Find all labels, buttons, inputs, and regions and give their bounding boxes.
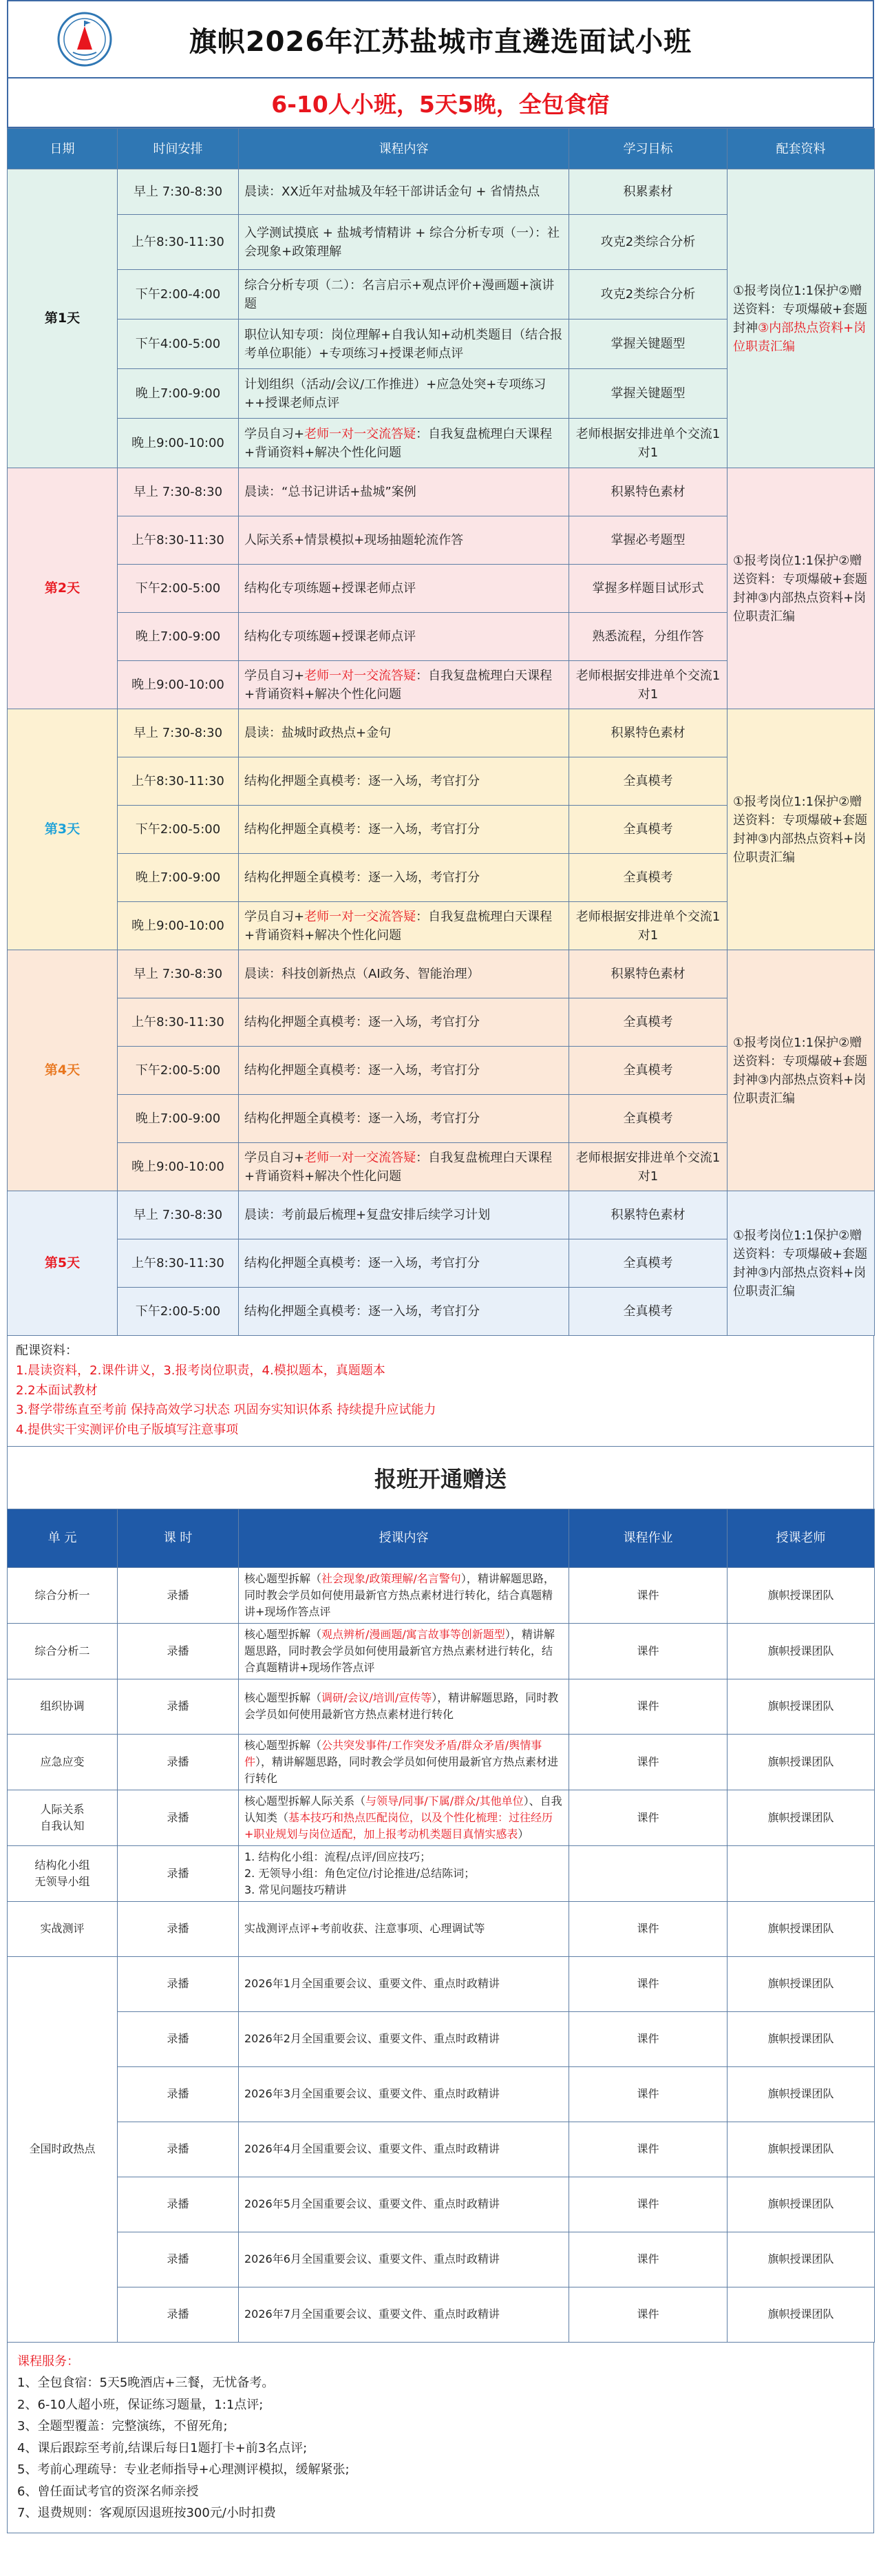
gift-row [8,1790,875,1845]
teacher-cell: 旗帜授课团队 [728,1623,875,1679]
highlight-text: 公共突发事件/工作突发矛盾/群众矛盾/舆情事件 [244,1738,542,1768]
gift-row [8,2011,875,2066]
homework-cell: 课件 [569,2066,728,2122]
highlight-text: 老师一对一交流答疑 [304,426,416,441]
gift-row [8,2177,875,2232]
schedule-row [8,169,875,215]
hours-cell: 录播 [118,1567,239,1623]
homework-cell: 课件 [569,2287,728,2342]
schedule-header-row [8,129,875,169]
gift-col-hours: 课 时 [118,1509,239,1567]
time-cell: 下午2:00-5:00 [118,1288,239,1336]
time-cell: 早上 7:30-8:30 [118,468,239,516]
time-cell: 早上 7:30-8:30 [118,709,239,757]
goal-cell: 全真模考 [569,1095,728,1143]
content-text: 学员自习+ [244,668,305,683]
highlight-text: 观点辨析/漫画题/寓言故事等创新题型 [321,1627,505,1641]
homework-cell: 课件 [569,1956,728,2011]
goal-cell: 积累特色素材 [569,709,728,757]
gift-body [8,1567,875,2342]
hours-cell: 录播 [118,1845,239,1901]
teacher-cell: 旗帜授课团队 [728,2287,875,2342]
content-cell [239,215,569,270]
content-text: 学员自习+ [244,426,305,441]
content-text: 核心题型拆解（ [244,1738,322,1752]
goal-cell: 全真模考 [569,757,728,806]
unit-cell: 组织协调 [8,1679,118,1734]
gift-content-cell [239,1901,569,1956]
schedule-row [8,709,875,757]
gift-content-cell [239,1845,569,1901]
service-line: 3、全题型覆盖：完整演练，不留死角; [17,2419,228,2434]
content-cell [239,613,569,661]
materials-text: ①报考岗位1:1保护②赠送资料：专项爆破+套题封神 [733,283,868,335]
schedule-body [8,169,875,1336]
hours-cell: 录播 [118,1956,239,2011]
notes-heading: 配课资料： [16,1343,78,1358]
schedule-table [7,128,875,1336]
homework-cell: 课件 [569,1734,728,1790]
goal-cell: 掌握关键题型 [569,369,728,419]
gift-row [8,2066,875,2122]
gift-content-cell [239,2287,569,2342]
homework-cell: 课件 [569,1567,728,1623]
gift-row [8,1679,875,1734]
gift-content-cell [239,1623,569,1679]
day-label: 第5天 [8,1191,118,1336]
goal-cell: 全真模考 [569,854,728,902]
content-text: ：自我复盘梳理白天课程+背诵资料+解决个性化问题 [244,1150,553,1184]
content-text: ：自我复盘梳理白天课程+背诵资料+解决个性化问题 [244,668,553,702]
col-header-content: 课程内容 [239,129,569,169]
highlight-text: 调研/会议/培训/宣传等 [321,1691,432,1705]
materials-cell [728,950,875,1191]
content-text: ：自我复盘梳理白天课程+背诵资料+解决个性化问题 [244,909,553,943]
page-title: 旗帜2026年江苏盐城市直遴选面试小班 [189,25,692,58]
gift-row [8,1567,875,1623]
service-line: 7、退费规则：客观原因退班按300元/小时扣费 [17,2506,276,2521]
gift-col-teacher: 授课老师 [728,1509,875,1567]
title-banner [7,0,874,77]
course-services [7,2343,874,2533]
hours-cell: 录播 [118,1790,239,1845]
gift-row [8,1623,875,1679]
highlight-text: 老师一对一交流答疑 [304,668,416,683]
gift-content-cell [239,2122,569,2177]
goal-cell: 积累特色素材 [569,950,728,998]
gift-content-cell [239,2232,569,2287]
subtitle-banner [7,77,874,128]
gift-row [8,2122,875,2177]
materials-text: ①报考岗位1:1保护②赠送资料：专项爆破+套题封神③内部热点资料+岗位职责汇编 [733,1228,868,1299]
hours-cell: 录播 [118,2232,239,2287]
time-cell: 上午8:30-11:30 [118,998,239,1047]
content-cell [239,419,569,468]
gift-content-cell [239,1734,569,1790]
time-cell: 晚上7:00-9:00 [118,1095,239,1143]
content-cell [239,169,569,215]
content-text: 1. 结构化小组：流程/点评/回应技巧； 2. 无领导小组：角色定位/讨论推进/总结陈词； 3. 常见问题技巧精讲 [244,1850,476,1896]
gift-col-homework: 课程作业 [569,1509,728,1567]
content-text: 2026年7月全国重要会议、重要文件、重点时政精讲 [244,2307,500,2321]
unit-cell: 实战测评 [8,1901,118,1956]
hours-cell: 录播 [118,1679,239,1734]
content-text: 学员自习+ [244,909,305,924]
time-cell: 晚上9:00-10:00 [118,1143,239,1191]
time-cell: 晚上7:00-9:00 [118,369,239,419]
time-cell: 早上 7:30-8:30 [118,950,239,998]
content-text: 结构化押题全真模考：逐一入场，考官打分 [244,1015,480,1029]
materials-text: ①报考岗位1:1保护②赠送资料：专项爆破+套题封神③内部热点资料+岗位职责汇编 [733,553,868,624]
content-text: ） [518,1827,529,1841]
goal-cell: 攻克2类综合分析 [569,270,728,320]
homework-cell: 课件 [569,2011,728,2066]
unit-cell: 综合分析二 [8,1623,118,1679]
day-label: 第4天 [8,950,118,1191]
time-cell: 上午8:30-11:30 [118,215,239,270]
col-header-time: 时间安排 [118,129,239,169]
goal-cell: 全真模考 [569,806,728,854]
homework-cell: 课件 [569,1679,728,1734]
teacher-cell: 旗帜授课团队 [728,2066,875,2122]
homework-cell: 课件 [569,1790,728,1845]
teacher-cell: 旗帜授课团队 [728,1679,875,1734]
hours-cell: 录播 [118,1734,239,1790]
time-cell: 上午8:30-11:30 [118,516,239,565]
notes-line: 1.晨读资料，2.课件讲义，3.报考岗位职责，4.模拟题本，真题题本 [16,1363,385,1378]
homework-cell: 课件 [569,2122,728,2177]
content-cell [239,902,569,950]
goal-cell: 老师根据安排进单个交流1对1 [569,419,728,468]
content-text: 核心题型拆解（ [244,1571,322,1585]
content-text: 结构化押题全真模考：逐一入场，考官打分 [244,1256,480,1270]
service-line: 1、全包食宿：5天5晚酒店+三餐，无忧备考。 [17,2376,275,2391]
hours-cell: 录播 [118,2011,239,2066]
content-cell [239,320,569,369]
content-cell [239,757,569,806]
teacher-cell: 旗帜授课团队 [728,1790,875,1845]
content-cell [239,369,569,419]
content-text: 结构化专项练题+授课老师点评 [244,629,416,644]
hours-cell: 录播 [118,2177,239,2232]
content-text: ），精讲解题思路，同时教会学员如何使用最新官方热点素材进行转化 [244,1691,559,1721]
content-cell [239,950,569,998]
content-text: 结构化押题全真模考：逐一入场，考官打分 [244,822,480,837]
homework-cell: 课件 [569,2177,728,2232]
gift-row [8,1956,875,2011]
content-text: 综合分析专项（二）：名言启示+观点评价+漫画题+演讲题 [244,278,555,311]
content-text: ：自我复盘梳理白天课程+背诵资料+解决个性化问题 [244,426,553,460]
materials-cell [728,169,875,468]
goal-cell: 熟悉流程，分组作答 [569,613,728,661]
time-cell: 下午2:00-5:00 [118,806,239,854]
hours-cell: 录播 [118,2066,239,2122]
content-text: 结构化押题全真模考：逐一入场，考官打分 [244,1063,480,1078]
time-cell: 下午2:00-5:00 [118,565,239,613]
goal-cell: 老师根据安排进单个交流1对1 [569,661,728,709]
content-text: 结构化专项练题+授课老师点评 [244,581,416,596]
content-text: 晨读：科技创新热点（AI政务、智能治理） [244,967,480,981]
materials-text: ③内部热点资料+岗位职责汇编 [733,320,867,354]
gift-col-content: 授课内容 [239,1509,569,1567]
teacher-cell: 旗帜授课团队 [728,2011,875,2066]
content-text: ）、自我认知类（ [244,1794,562,1824]
goal-cell: 掌握必考题型 [569,516,728,565]
materials-cell [728,1191,875,1336]
content-text: 2026年2月全国重要会议、重要文件、重点时政精讲 [244,2032,500,2046]
materials-notes [7,1336,874,1446]
time-cell: 下午4:00-5:00 [118,320,239,369]
goal-cell: 积累特色素材 [569,1191,728,1239]
gift-row [8,2287,875,2342]
goal-cell: 掌握多样题目试形式 [569,565,728,613]
content-text: 职位认知专项：岗位理解+自我认知+动机类题目（结合报考单位职能）+专项练习+授课老师点评 [244,327,563,361]
col-header-goal: 学习目标 [569,129,728,169]
content-cell [239,270,569,320]
content-text: 晨读：XX近年对盐城及年轻干部讲话金句 + 省情热点 [244,185,540,199]
goal-cell: 攻克2类综合分析 [569,215,728,270]
highlight-text: 基本技巧和热点匹配岗位，以及个性化梳理：过往经历+职业规划与岗位适配，加上报考动机类题目真情实感表 [244,1810,553,1841]
content-cell [239,806,569,854]
content-text: ），精讲解题思路，同时教会学员如何使用最新官方热点素材进行转化，结合真题精讲+现场作答点评 [244,1571,555,1618]
materials-text: ①报考岗位1:1保护②赠送资料：专项爆破+套题封神③内部热点资料+岗位职责汇编 [733,1035,868,1106]
service-line: 5、考前心理疏导：专业老师指导+心理测评模拟，缓解紧张; [17,2462,350,2478]
content-cell [239,1288,569,1336]
gift-row [8,1901,875,1956]
course-poster [7,0,874,2533]
content-cell [239,1143,569,1191]
time-cell: 下午2:00-5:00 [118,1047,239,1095]
content-cell [239,854,569,902]
time-cell: 下午2:00-4:00 [118,270,239,320]
hours-cell: 录播 [118,1901,239,1956]
content-text: 核心题型拆解（ [244,1627,322,1641]
highlight-text: 老师一对一交流答疑 [304,909,416,924]
goal-cell: 积累素材 [569,169,728,215]
gift-table [7,1509,875,2343]
goal-cell: 全真模考 [569,1047,728,1095]
goal-cell: 全真模考 [569,1288,728,1336]
content-text: 晨读：考前最后梳理+复盘安排后续学习计划 [244,1208,491,1222]
col-header-materials: 配套资料 [728,129,875,169]
content-cell [239,998,569,1047]
unit-cell: 综合分析一 [8,1567,118,1623]
content-cell [239,1047,569,1095]
gift-content-cell [239,2177,569,2232]
highlight-text: 老师一对一交流答疑 [304,1150,416,1165]
notes-line: 4.提供实干实测评价电子版填写注意事项 [16,1423,239,1438]
notes-line: 3.督学带练直至考前 保持高效学习状态 巩固夯实知识体系 持续提升应试能力 [16,1403,436,1418]
time-cell: 早上 7:30-8:30 [118,1191,239,1239]
hours-cell: 录播 [118,2122,239,2177]
teacher-cell: 旗帜授课团队 [728,2177,875,2232]
content-cell [239,709,569,757]
content-cell [239,1239,569,1288]
homework-cell: 课件 [569,2232,728,2287]
content-text: 结构化押题全真模考：逐一入场，考官打分 [244,1111,480,1126]
gift-row [8,1845,875,1901]
teacher-cell: 旗帜授课团队 [728,1734,875,1790]
time-cell: 早上 7:30-8:30 [118,169,239,215]
content-text: 晨读：“总书记讲话+盐城”案例 [244,485,416,499]
gift-row [8,1734,875,1790]
content-text: 2026年6月全国重要会议、重要文件、重点时政精讲 [244,2252,500,2266]
content-text: ），精讲解题思路，同时教会学员如何使用最新官方热点素材进行转化 [244,1755,559,1785]
content-text: 2026年5月全国重要会议、重要文件、重点时政精讲 [244,2197,500,2211]
goal-cell: 积累特色素材 [569,468,728,516]
content-cell [239,661,569,709]
service-line: 2、6-10人超小班，保证练习题量，1:1点评; [17,2397,264,2412]
day-label: 第2天 [8,468,118,709]
content-text: 结构化押题全真模考：逐一入场，考官打分 [244,774,480,788]
teacher-cell: 旗帜授课团队 [728,1567,875,1623]
schedule-row [8,950,875,998]
homework-cell [569,1845,728,1901]
time-cell: 上午8:30-11:30 [118,757,239,806]
content-text: 2026年4月全国重要会议、重要文件、重点时政精讲 [244,2142,500,2156]
schedule-row [8,468,875,516]
col-header-date: 日期 [8,129,118,169]
content-text: 核心题型拆解人际关系（ [244,1794,366,1808]
gift-content-cell [239,1679,569,1734]
goal-cell: 老师根据安排进单个交流1对1 [569,902,728,950]
service-line: 4、课后跟踪至考前,结课后每日1题打卡+前3名点评; [17,2440,308,2455]
teacher-cell: 旗帜授课团队 [728,1956,875,2011]
materials-cell [728,468,875,709]
goal-cell: 老师根据安排进单个交流1对1 [569,1143,728,1191]
content-text: 2026年1月全国重要会议、重要文件、重点时政精讲 [244,1977,500,1991]
gift-section-title: 报班开通赠送 [7,1446,874,1509]
gift-content-cell [239,2011,569,2066]
goal-cell: 掌握关键题型 [569,320,728,369]
gift-content-cell [239,2066,569,2122]
unit-cell: 应急应变 [8,1734,118,1790]
homework-cell: 课件 [569,1901,728,1956]
content-text: 结构化押题全真模考：逐一入场，考官打分 [244,1304,480,1319]
gift-row [8,2232,875,2287]
unit-cell: 结构化小组 无领导小组 [8,1845,118,1901]
content-cell [239,1095,569,1143]
highlight-text: 与领导/同事/下属/群众/其他单位 [365,1794,524,1808]
content-text: 核心题型拆解（ [244,1691,322,1705]
hours-cell: 录播 [118,1623,239,1679]
time-cell: 上午8:30-11:30 [118,1239,239,1288]
highlight-text: 社会现象/政策理解/名言警句 [321,1571,461,1585]
content-text: 入学测试摸底 + 盐城考情精讲 + 综合分析专项（一）：社会现象+政策理解 [244,225,560,259]
school-logo-icon [56,11,113,67]
content-cell [239,468,569,516]
content-text: ），精讲解题思路，同时教会学员如何使用最新官方热点素材进行转化，结合真题精讲+现场作答点评 [244,1627,555,1674]
services-heading: 课程服务： [17,2354,79,2369]
content-text: 2026年3月全国重要会议、重要文件、重点时政精讲 [244,2087,500,2101]
content-text: 计划组织（活动/会议/工作推进）+应急处突+专项练习++授课老师点评 [244,377,546,410]
service-line: 6、曾任面试考官的资深名师亲授 [17,2484,199,2499]
unit-cell: 全国时政热点 [8,1956,118,2342]
time-cell: 晚上9:00-10:00 [118,902,239,950]
time-cell: 晚上7:00-9:00 [118,854,239,902]
time-cell: 晚上9:00-10:00 [118,661,239,709]
content-cell [239,565,569,613]
notes-line: 2.2本面试教材 [16,1383,98,1398]
teacher-cell [728,1845,875,1901]
homework-cell: 课件 [569,1623,728,1679]
time-cell: 晚上7:00-9:00 [118,613,239,661]
content-text: 学员自习+ [244,1150,305,1165]
day-label: 第1天 [8,169,118,468]
gift-header-row [8,1509,875,1567]
gift-col-unit: 单 元 [8,1509,118,1567]
goal-cell: 全真模考 [569,1239,728,1288]
materials-cell [728,709,875,950]
gift-content-cell [239,1790,569,1845]
day-label: 第3天 [8,709,118,950]
page-subtitle: 6-10人小班，5天5晚，全包食宿 [271,90,610,118]
content-text: 晨读：盐城时政热点+金句 [244,726,392,740]
hours-cell: 录播 [118,2287,239,2342]
teacher-cell: 旗帜授课团队 [728,2122,875,2177]
teacher-cell: 旗帜授课团队 [728,1901,875,1956]
materials-text: ①报考岗位1:1保护②赠送资料：专项爆破+套题封神③内部热点资料+岗位职责汇编 [733,794,868,865]
goal-cell: 全真模考 [569,998,728,1047]
unit-cell: 人际关系 自我认知 [8,1790,118,1845]
content-text: 实战测评点评+考前收获、注意事项、心理调试等 [244,1922,485,1936]
content-text: 结构化押题全真模考：逐一入场，考官打分 [244,870,480,885]
content-cell [239,516,569,565]
content-text: 人际关系+情景模拟+现场抽题轮流作答 [244,533,464,547]
gift-content-cell [239,1567,569,1623]
content-cell [239,1191,569,1239]
teacher-cell: 旗帜授课团队 [728,2232,875,2287]
gift-content-cell [239,1956,569,2011]
time-cell: 晚上9:00-10:00 [118,419,239,468]
schedule-row [8,1191,875,1239]
